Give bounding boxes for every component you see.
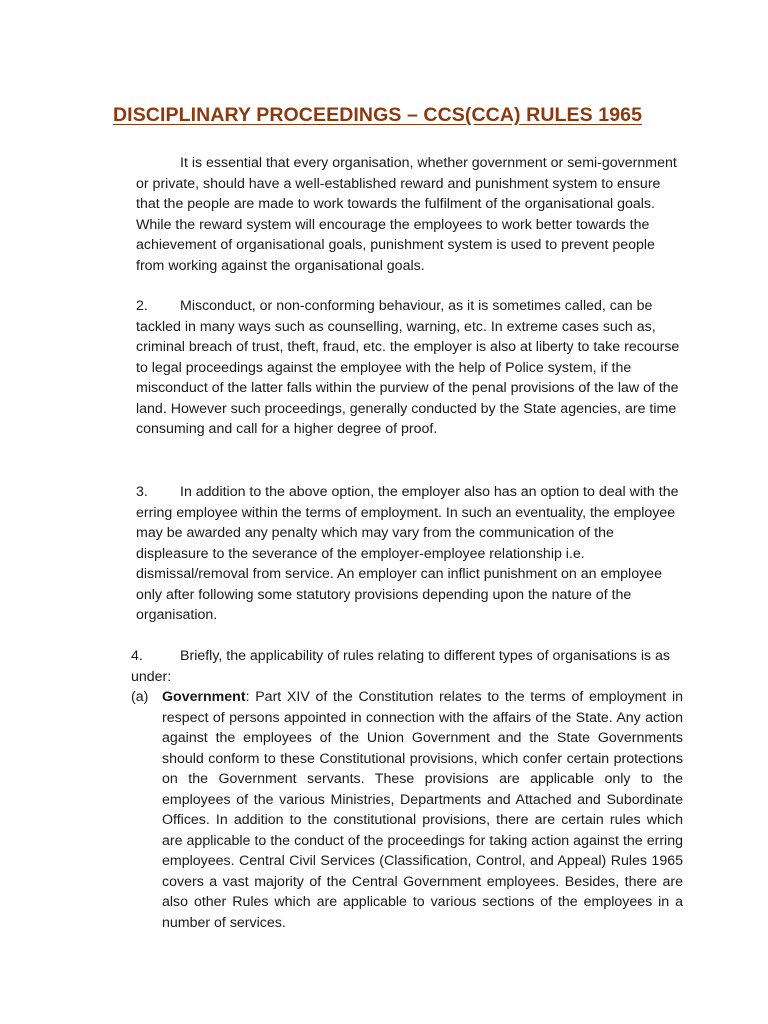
paragraph-2-text: Misconduct, or non-conforming behaviour, as it is sometimes called, can be tackled in many ways such as counselling, warning, etc. In extreme cases such as, criminal breach of trust, theft, fraud, etc. the employer is also at liberty to take recourse to legal proceedings against the employee with the help of Police system, if the misconduct of the latter falls within the purview of the penal provisions of the law of the land. However such proceedings, generally conducted by the State agencies, are time consuming and call for a higher degree of proof. (136, 298, 680, 437)
paragraph-3-text: In addition to the above option, the employer also has an option to deal with the erring employee within the terms of employment. In such an eventuality, the employee may be awarded any penalty which may vary from the communication of the displeasure to the severance of the employer-employee relationship i.e. dismissal/removal from service. An employer can inflict punishment on an employee only after following some statutory provisions depending upon the nature of the organisation. (136, 484, 679, 623)
subitem-a-label: (a) (131, 689, 149, 705)
subitem-a-text: : Part XIV of the Constitution relates to the terms of employment in respect of persons appointed in connection with the affairs of the State. Any action against the employees of the Union Government and the State Governments should conform to these Constitutional provisions, which confer certain protections on the Government servants. These provisions are applicable only to the employees of the various Ministries, Departments and Attached and Subordinate Offices. In addition to the constitutional provisions, there are certain rules which are applicable to the conduct of the proceedings for taking action against the erring employees. Central Civil Services (Classification, Control, and Appeal) Rules 1965 covers a vast majority of the Central Government employees. Besides, there are also other Rules which are applicable to various sections of the employees in a number of services. (162, 689, 683, 931)
paragraph-4-number: 4. (131, 648, 143, 664)
paragraph-4 (131, 646, 684, 687)
subitem-a-term: Government (162, 689, 246, 705)
document-title: DISCIPLINARY PROCEEDINGS – CCS(CCA) RULES 1965 (113, 104, 643, 126)
paragraph-3-number: 3. (136, 484, 148, 500)
subitem-a-body (162, 687, 683, 933)
paragraph-1 (136, 153, 684, 276)
paragraph-4-text: Briefly, the applicability of rules relating to different types of organisations is as under: (131, 648, 670, 685)
paragraph-1-text: It is essential that every organisation, whether government or semi-government or private, should have a well-established reward and punishment system to ensure that the people are made to work towards the fulfilment of the organisational goals. While the reward system will encourage the employees to work better towards the achievement of organisational goals, punishment system is used to prevent people from working against the organisational goals. (136, 155, 677, 274)
paragraph-2-number: 2. (136, 298, 148, 314)
paragraph-3 (136, 482, 684, 626)
subitem-a (131, 687, 683, 933)
paragraph-2 (136, 296, 684, 440)
